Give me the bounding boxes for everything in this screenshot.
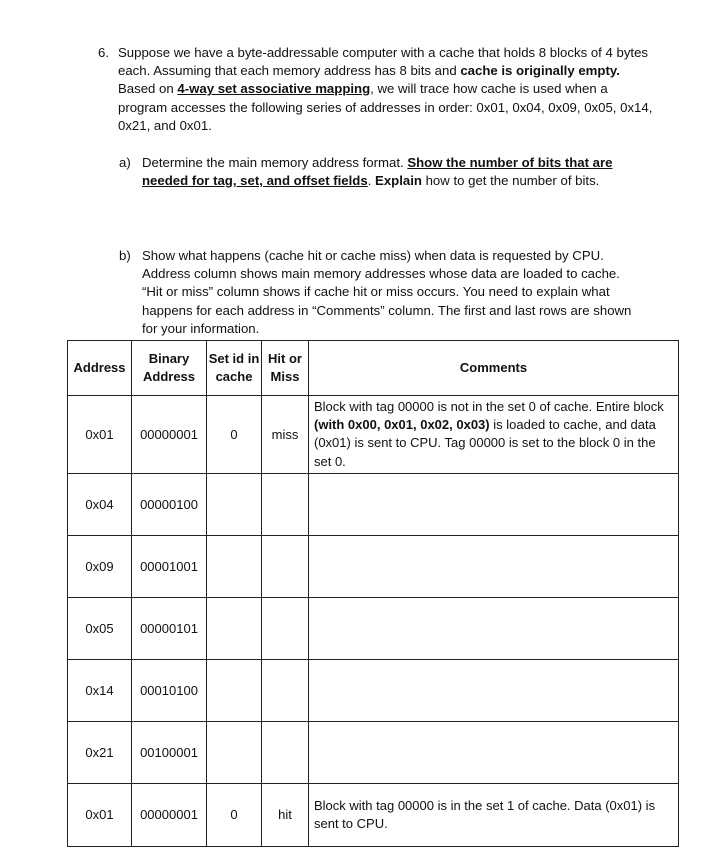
cell-address: 0x09 [68, 535, 132, 597]
cell-address: 0x01 [68, 396, 132, 474]
table-row [68, 597, 679, 659]
cell-hit: miss [262, 396, 309, 474]
cell-hit[interactable] [262, 535, 309, 597]
cell-binary: 00001001 [132, 535, 207, 597]
cell-address: 0x21 [68, 721, 132, 783]
table-row [68, 473, 679, 535]
cell-binary: 00000001 [132, 396, 207, 474]
header-comments: Comments [309, 341, 679, 396]
cell-binary: 00000100 [132, 473, 207, 535]
question-6 [98, 44, 658, 135]
cell-set: 0 [207, 396, 262, 474]
header-hit-or-miss: Hit or Miss [262, 341, 309, 396]
header-address: Address [68, 341, 132, 396]
cell-comment[interactable] [309, 535, 679, 597]
question-number: 6. [98, 45, 109, 60]
cell-binary: 00100001 [132, 721, 207, 783]
cell-binary: 00010100 [132, 659, 207, 721]
table-row [68, 535, 679, 597]
cell-set[interactable] [207, 535, 262, 597]
cell-address: 0x01 [68, 783, 132, 846]
table-row [68, 721, 679, 783]
cell-binary: 00000001 [132, 783, 207, 846]
part-b-label: b) [119, 248, 131, 263]
cell-address: 0x05 [68, 597, 132, 659]
table-header-row [68, 341, 679, 396]
part-b [119, 247, 639, 338]
cache-trace-table [67, 340, 679, 847]
mapping-emphasis: 4-way set associative mapping [177, 81, 371, 97]
table-row [68, 396, 679, 474]
cell-set[interactable] [207, 473, 262, 535]
cell-hit: hit [262, 783, 309, 846]
cell-comment: Block with tag 00000 is in the set 1 of cache. Data (0x01) is sent to CPU. [309, 783, 679, 846]
cell-set[interactable] [207, 597, 262, 659]
part-b-text: Show what happens (cache hit or cache miss) when data is requested by CPU. Address column shows main memory addresses whose data are loaded to cache. “Hit or miss” column shows if cache hit or miss occurs. You need to explain what happens for each address in “Comments” column. The first and last rows are shown for your information. [142, 248, 632, 336]
part-a [119, 154, 639, 190]
header-binary-address: Binary Address [132, 341, 207, 396]
table-row [68, 659, 679, 721]
cell-comment[interactable] [309, 659, 679, 721]
question-text: Suppose we have a byte-addressable computer with a cache that holds 8 blocks of 4 bytes each. Assuming that each memory address has 8 bits and cache is originally empty. Based on 4-way set associative mapping, we will trace how cache is used when a program accesses the following series of addresses in order: 0x01, 0x04, 0x09, 0x05, 0x14, 0x21, and 0x01. [118, 45, 653, 133]
cell-binary: 00000101 [132, 597, 207, 659]
header-set-id: Set id in cache [207, 341, 262, 396]
cell-hit[interactable] [262, 473, 309, 535]
cell-comment: Block with tag 00000 is not in the set 0 of cache. Entire block (with 0x00, 0x01, 0x02, 0x03) is loaded to cache, and data (0x01) is sent to CPU. Tag 00000 is set to the block 0 in the set 0. [309, 396, 679, 474]
cell-address: 0x14 [68, 659, 132, 721]
cell-hit[interactable] [262, 721, 309, 783]
cell-set[interactable] [207, 721, 262, 783]
cell-set[interactable] [207, 659, 262, 721]
table-row [68, 783, 679, 846]
cell-comment[interactable] [309, 597, 679, 659]
part-a-label: a) [119, 155, 131, 170]
cell-hit[interactable] [262, 597, 309, 659]
cell-address: 0x04 [68, 473, 132, 535]
cell-comment[interactable] [309, 473, 679, 535]
part-a-text: Determine the main memory address format. Show the number of bits that are needed for tag, set, and offset fields. Explain how to get the number of bits. [142, 155, 613, 189]
cell-set: 0 [207, 783, 262, 846]
cell-hit[interactable] [262, 659, 309, 721]
cell-comment[interactable] [309, 721, 679, 783]
